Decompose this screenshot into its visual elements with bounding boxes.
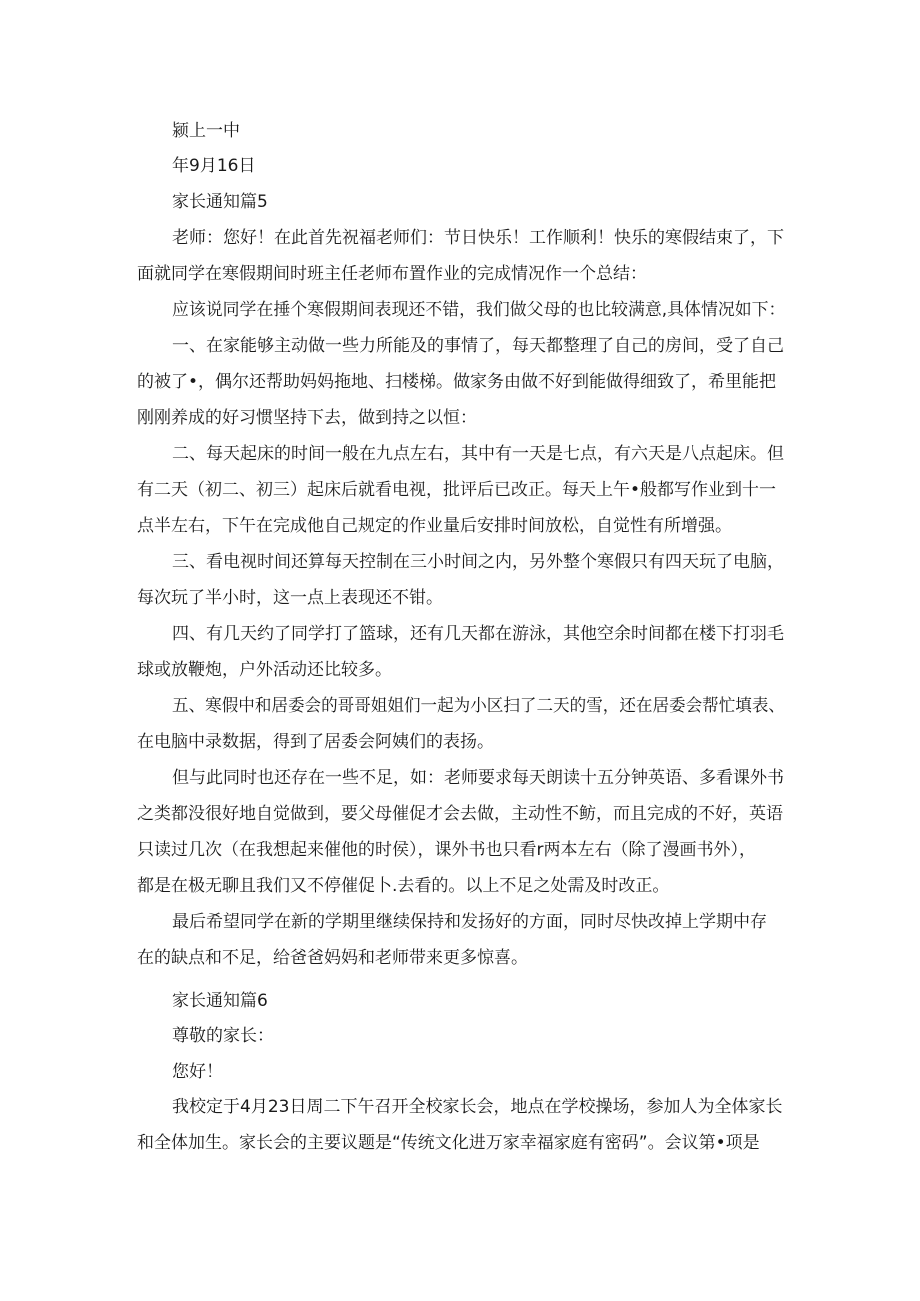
paragraph-first-line: 三、看电视时间还算每天控制在三小时间之内，另外整个寒假只有四天玩了电脑， <box>172 552 784 572</box>
paragraph-line: 和全体加生。家长会的主要议题是“传统文化进万家幸福家庭有密码”。会议第•项是 <box>137 1133 760 1153</box>
paragraph-first-line: 二、每天起床的时间一般在九点左右，其中有一天是七点，有六天是八点起床。但 <box>172 444 784 464</box>
salutation: 尊敬的家长： <box>172 1026 274 1046</box>
paragraph-line: 之类都没很好地自觉做到，要父母催促才会去做，主动性不鲂，而且完成的不好，英语 <box>137 804 783 824</box>
paragraph-first-line: 五、寒假中和居委会的哥哥姐姐们一起为小区扫了二天的雪，还在居委会帮忙填表、 <box>172 696 785 716</box>
paragraph-first-line: 老师：您好！在此首先祝福老师们：节日快乐！工作顺利！快乐的寒假结束了，下 <box>172 228 784 248</box>
paragraph-line: 在的缺点和不足，给爸爸妈妈和老师带来更多惊喜。 <box>137 948 528 968</box>
paragraph-line: 点半左右，下午在完成他自己规定的作业量后安排时间放松，自觉性有所增强。 <box>137 516 732 536</box>
paragraph-first-line: 但与此同时也还存在一些不足，如：老师要求每天朗读十五分钟英语、多看课外书 <box>172 768 784 788</box>
paragraph-line: 刚刚养成的好习惯坚持下去，做到持之以恒： <box>137 408 477 428</box>
paragraph-line: 的被了•，偶尔还帮助妈妈拖地、扫楼梯。做家务由做不好到能做得细致了，希里能把 <box>137 372 777 392</box>
section-title-5: 家长通知篇5 <box>172 192 268 212</box>
paragraph-first-line: 应该说同学在捶个寒假期间表现还不错，我们做父母的也比较满意,具体情况如下： <box>172 300 786 320</box>
greeting: 您好！ <box>172 1062 223 1082</box>
paragraph-line: 在电脑中录数据，得到了居委会阿姨们的表扬。 <box>137 732 494 752</box>
school-name: 颍上一中 <box>172 121 240 141</box>
paragraph-line: 每次玩了半小时，这一点上表现还不钳。 <box>137 588 443 608</box>
paragraph-line: 面就同学在寒假期间时班主任老师布置作业的完成情况作一个总结： <box>137 264 647 284</box>
paragraph-first-line: 我校定于4月23日周二下午召开全校家长会，地点在学校操场，参加人为全体家长 <box>172 1097 783 1117</box>
paragraph-line: 只读过几次（在我想起来催他的时侯），课外书也只看r两本左右（除了漫画书外）， <box>137 840 756 860</box>
date-line: 年9月16日 <box>172 156 256 176</box>
paragraph-first-line: 最后希望同学在新的学期里继续保持和发扬好的方面，同时尽快改掉上学期中存 <box>172 912 767 932</box>
paragraph-first-line: 一、在家能够主动做一些力所能及的事情了，每天都整理了自己的房间，受了自己 <box>172 336 784 356</box>
section-title-6: 家长通知篇6 <box>172 991 268 1011</box>
paragraph-line: 球或放鞭炮，户外活动还比较多。 <box>137 660 392 680</box>
paragraph-line: 都是在极无聊且我们又不停催促卜.去看的。以上不足之处需及时改正。 <box>137 876 670 896</box>
paragraph-first-line: 四、有几天约了同学打了篮球，还有几天都在游泳，其他空余时间都在楼下打羽毛 <box>172 624 784 644</box>
paragraph-line: 有二天（初二、初三）起床后就看电视，批评后已改正。每天上午•般都写作业到十一 <box>137 480 777 500</box>
